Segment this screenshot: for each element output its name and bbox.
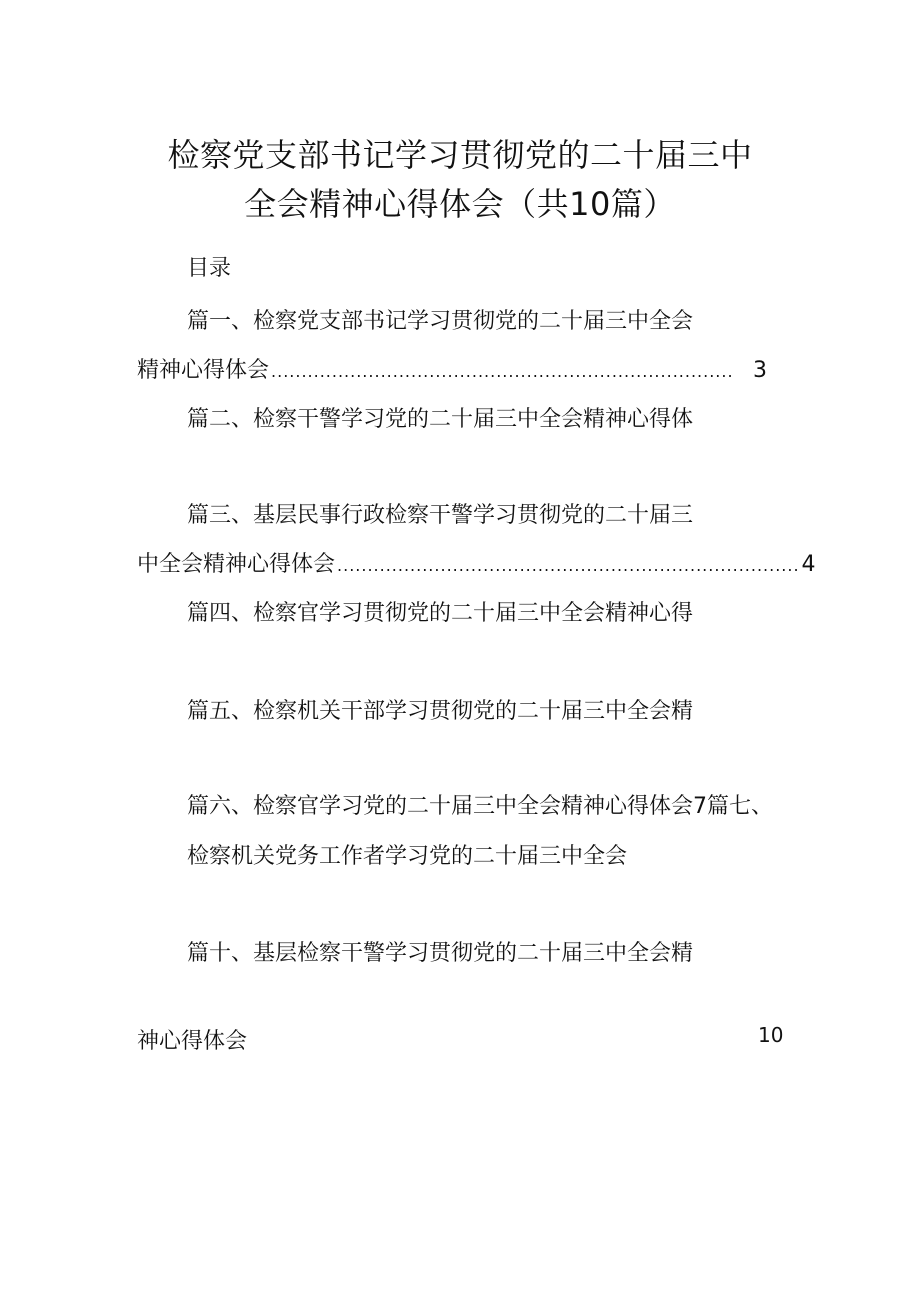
document-title-line-2: 全会精神心得体会（共10篇） <box>244 185 676 223</box>
toc-entry-1-line-1[interactable]: 篇一、检察党支部书记学习贯彻党的二十届三中全会 <box>187 309 694 334</box>
toc-entry-3-leader-dots: ............................................................................ <box>337 556 800 575</box>
toc-entry-3-line-2: 中全会精神心得体会 <box>137 552 336 577</box>
toc-entry-3-line-1[interactable]: 篇三、基层民事行政检察干警学习贯彻党的二十届三 <box>187 503 694 528</box>
toc-entry-2-line-1[interactable]: 篇二、检察干警学习党的二十届三中全会精神心得体 <box>187 407 694 432</box>
toc-entry-6-line-2[interactable]: 检察机关党务工作者学习党的二十届三中全会 <box>187 844 628 869</box>
toc-entry-3-page: 4 <box>801 552 816 577</box>
document-title-line-1: 检察党支部书记学习贯彻党的二十届三中 <box>167 136 753 174</box>
toc-entry-5-line-1[interactable]: 篇五、检察机关干部学习贯彻党的二十届三中全会精 <box>187 699 694 724</box>
toc-entry-1-leader-dots: ............................................................................ <box>271 362 734 381</box>
toc-entry-7-page: 10 <box>758 1023 784 1047</box>
toc-entry-7-line-1[interactable]: 篇十、基层检察干警学习贯彻党的二十届三中全会精 <box>187 941 694 966</box>
toc-entry-4-line-1[interactable]: 篇四、检察官学习贯彻党的二十届三中全会精神心得 <box>187 601 694 626</box>
toc-entry-1-line-2-row[interactable] <box>137 356 767 387</box>
toc-entry-1-page: 3 <box>753 358 767 383</box>
toc-entry-7-line-2[interactable]: 神心得体会 <box>137 1029 248 1054</box>
toc-entry-6-line-1[interactable]: 篇六、检察官学习党的二十届三中全会精神心得体会7篇七、 <box>187 794 773 819</box>
toc-entry-1-line-2: 精神心得体会 <box>137 358 270 383</box>
toc-heading: 目录 <box>187 256 232 281</box>
toc-entry-3-line-2-row[interactable] <box>137 550 816 581</box>
